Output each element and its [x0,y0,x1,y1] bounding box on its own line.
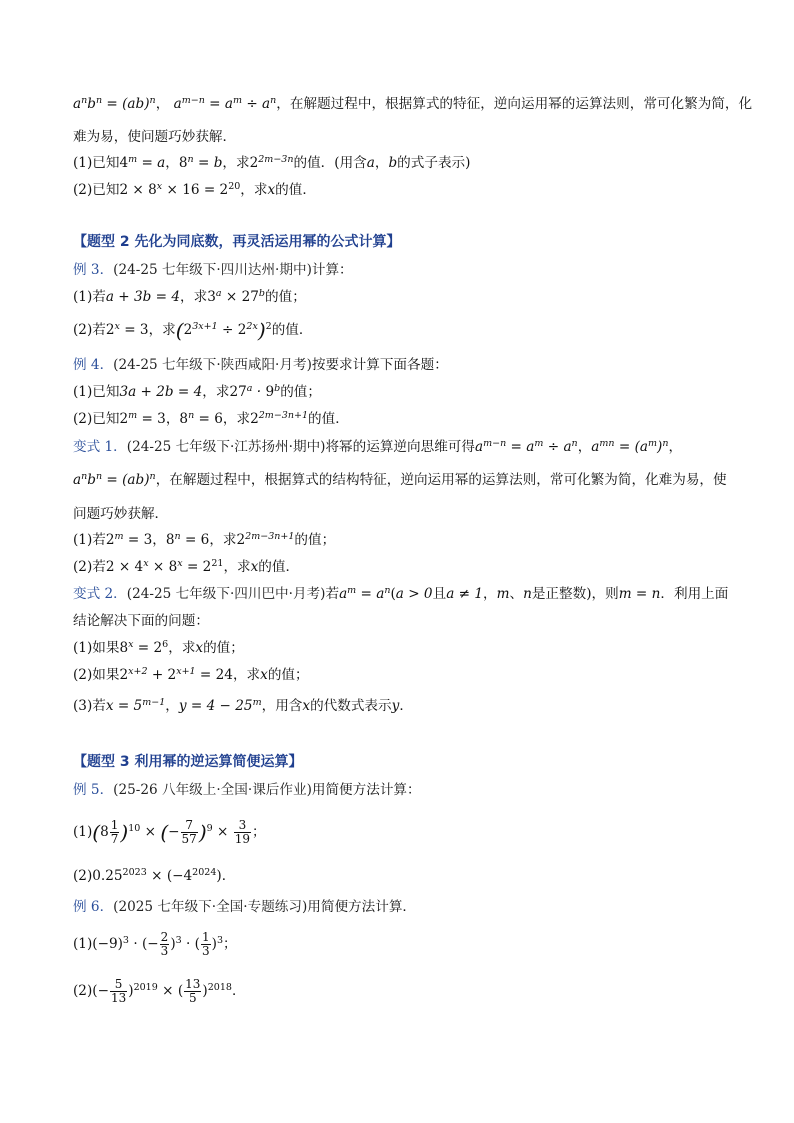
example-4-part-2: (2)已知$2^m = 3$，$8^n = 6$，求$2^{2m-3n+1}$的值． [73,409,349,427]
intro-line-1: $a^nb^n = (ab)^n$， $a^{m-n} = a^m \div a^n$，在解题过程中，根据算式的特征，逆向运用幂的运算法则，常可化繁为简，化 [73,94,753,112]
example-4: 例 4．(24-25 七年级下·陕西咸阳·月考)按要求计算下面各题： [73,357,448,373]
example-6: 例 6．(2025 七年级下·全国·专题练习)用简便方法计算． [73,899,417,915]
intro-q1: (1)已知$4^m = a$，$8^n = b$，求$2^{2m-3n}$的值．(用含a，b的式子表示) [73,153,471,171]
intro-line-2: 难为易，使问题巧妙获解． [73,129,237,145]
section-heading-2: 【题型 2 先化为同底数，再灵活运用幂的公式计算】 [73,234,401,250]
section-heading-3: 【题型 3 利用幂的逆运算简便运算】 [73,754,303,770]
intro-text: ，在解题过程中，根据算式的特征，逆向运用幂的运算法则，常可化繁为简，化 [276,96,753,112]
variant-1-cont-2: 问题巧妙获解． [73,506,169,522]
formula: $a^{m-n} = a^m \div a^n$ [173,94,277,112]
example-3-part-1: (1)若a + 3b = 4，求$3^a \times 27^b$的值； [73,287,306,305]
intro-q2: (2)已知$2 \times 8^x \times 16 = 2^{20}$，求x的值． [73,180,316,198]
variant-2-part-3: (3)若$x = 5^{m-1}$，$y = 4 - 25^m$，用含x的代数式表示y． [73,696,413,714]
formula: $a^nb^n = (ab)^n$ [73,94,156,112]
variant-1: 变式 1．(24-25 七年级下·江苏扬州·期中)将幂的运算逆向思维可得$a^{m-n} = a^m \div a^n$，$a^{mn} = (a^m)^n$， [73,437,683,455]
example-3-part-2: (2)若$2^x = 3$，求$(2^{3x+1} \div 2^{2x})^2$的值． [73,318,313,343]
variant-2: 变式 2．(24-25 七年级下·四川巴中·月考)若$a^m = a^n(a > 0$且a ≠ 1，m、n是正整数)，则m = n．利用上面 [73,584,729,602]
example-5: 例 5．(25-26 八年级上·全国·课后作业)用简便方法计算： [73,782,421,798]
variant-2-part-1: (1)如果$8^x = 2^6$，求x的值； [73,638,244,656]
example-6-part-2: (2)(− $\frac{5}{13}$ )$^{2019}$ × ( $\frac{13}{5}$ )$^{2018}$． [73,977,246,1005]
example-5-part-1: (1)(8 $\frac{1}{7}$ )$^{10}$ × (− $\frac{7}{57}$ )$^9$ × $\frac{3}{19}$ ； [73,818,266,846]
variant-2-part-2: (2)如果$2^{x+2} + 2^{x+1} = 24$，求x的值； [73,665,309,683]
example-6-part-1: $(1)(-9)^3$ · (− $\frac{2}{3}$ )$^3$ · ( $\frac{1}{3}$ )$^3$； [73,930,237,958]
variant-1-part-1: (1)若$2^m = 3$，$8^n = 6$，求$2^{2m-3n+1}$的值； [73,530,336,548]
example-4-part-1: (1)已知3a + 2b = 4，求$27^a \cdot 9^b$的值； [73,382,321,400]
example-3: 例 3．(24-25 七年级下·四川达州·期中)计算： [73,262,353,278]
variant-1-part-2: (2)若$2 \times 4^x \times 8^x = 2^{21}$，求x的值． [73,557,300,575]
example-5-part-2: $(2)0.25^{2023} \times (-4^{2024})$． [73,866,236,884]
variant-1-cont: $a^nb^n = (ab)^n$，在解题过程中，根据算式的结构特征，逆向运用幂的运算法则，常可化繁为简，化难为易，使 [73,470,727,488]
variant-2-cont: 结论解决下面的问题： [73,613,209,629]
